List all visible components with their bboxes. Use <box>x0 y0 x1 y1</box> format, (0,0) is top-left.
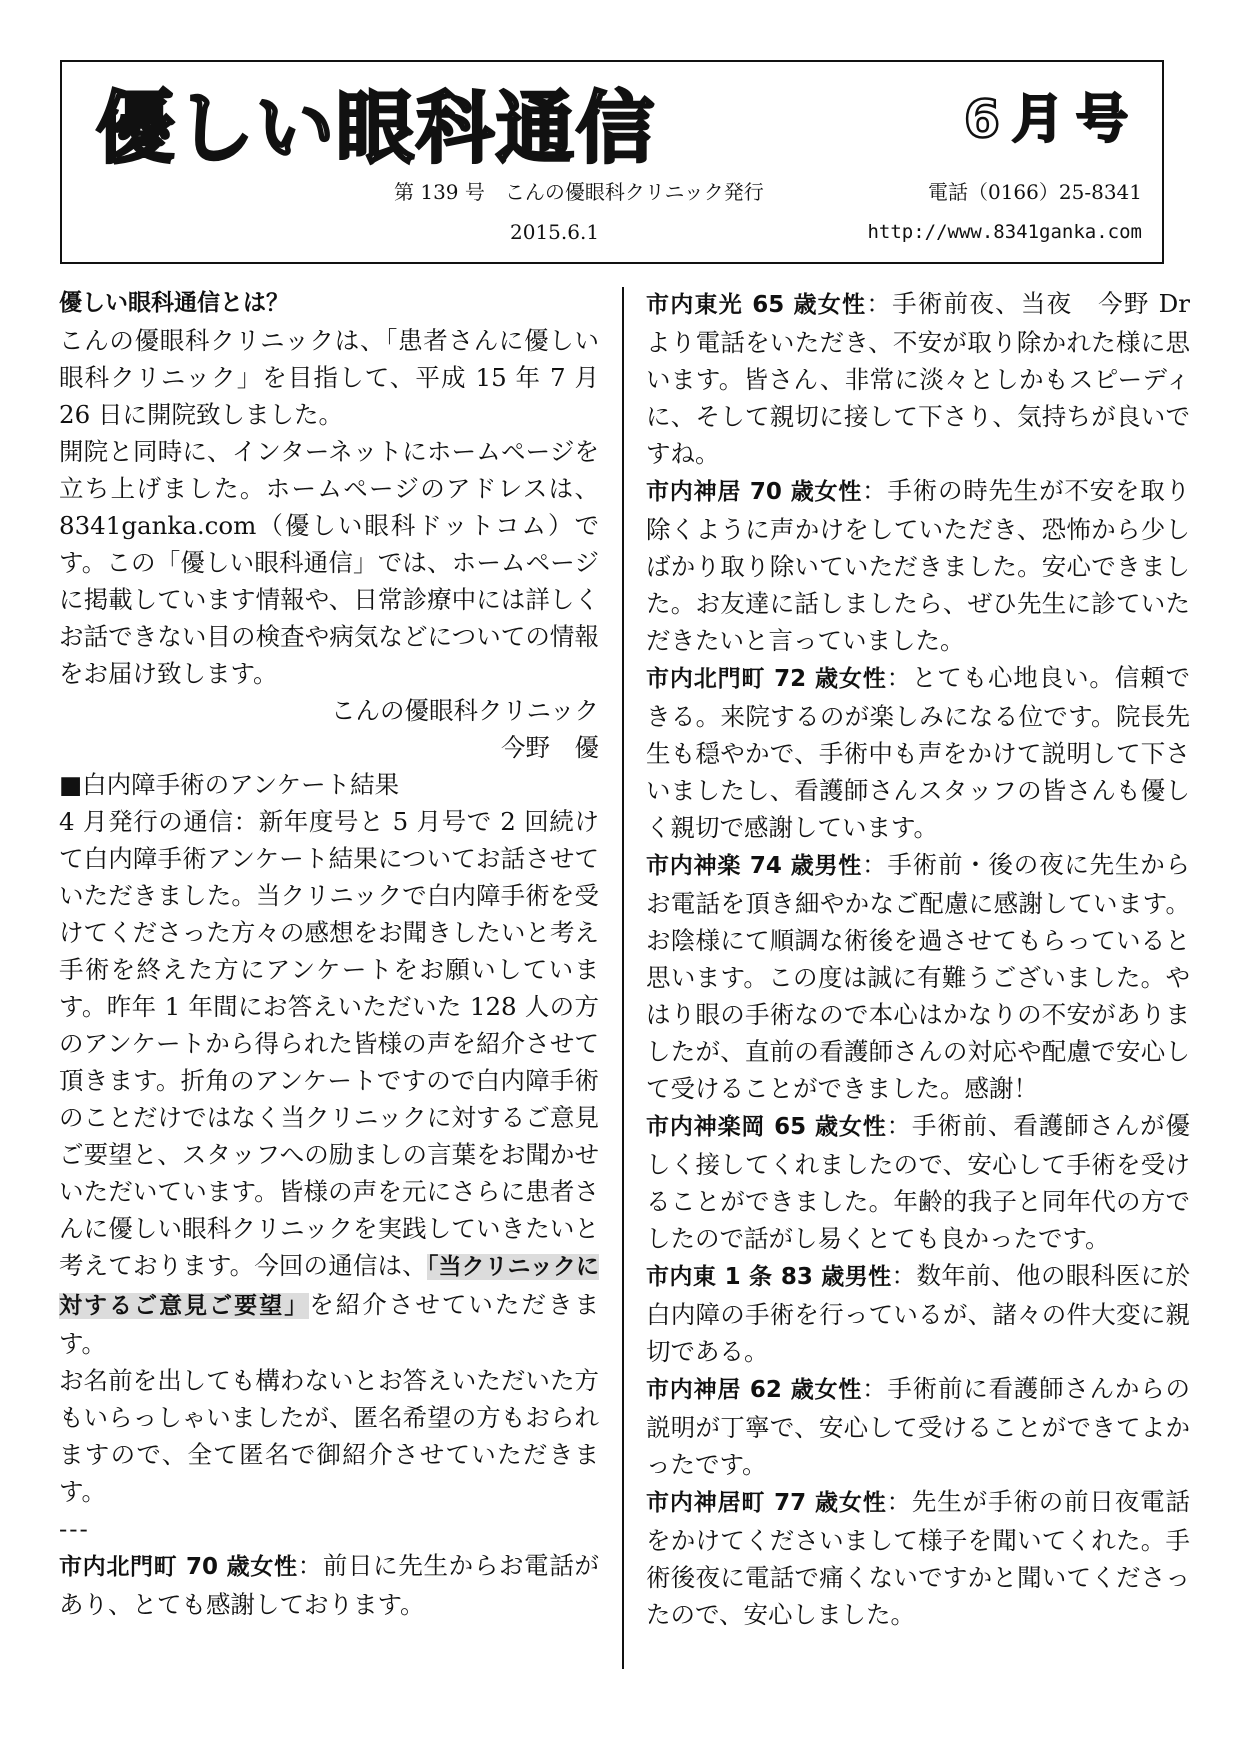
comment-text: ：手術前、看護師さんが優しく接してくれましたので、安心して手術を受けることができました。年齢的我子と同年代の方でしたので話がし易くとても良かったです。 <box>646 1111 1190 1253</box>
commenter: 市内北門町 70 歳女性 <box>59 1554 298 1580</box>
newsletter-title: 優しい眼科通信 <box>96 84 657 174</box>
survey-paragraph-2: お名前を出しても構わないとお答えいただいた方もいらっしゃいましたが、匿名希望の方もおられますので、全て匿名で御紹介させていただきます。 <box>59 1366 599 1506</box>
comment-text: ：数年前、他の眼科医に於白内障の手術を行っているが、諸々の件大変に親切である。 <box>646 1261 1191 1366</box>
commenter: 市内神居町 77 歳女性 <box>646 1490 887 1516</box>
comment-item <box>59 1547 599 1623</box>
separator: --- <box>59 1514 90 1543</box>
comment-text: ：手術前夜、当夜 今野 Dr より電話をいただき、不安が取り除かれた様に思います。皆さん、非常に淡々としかもスピーディに、そして親切に接して下さり、気持ちが良いですね。 <box>646 289 1190 468</box>
issue-info: 第 139 号 こんの優眼科クリニック発行 <box>394 180 764 204</box>
comment-item <box>646 1370 1190 1483</box>
intro-paragraph-2: 開院と同時に、インターネットにホームページを立ち上げました。ホームページのアドレスは、8341ganka.com（優しい眼科ドットコム）です。この「優しい眼科通信」では、ホームページに掲載しています情報や、日常診療中には詳しくお話できない目の検査や病気などについての情報をお届け致します。 <box>59 437 599 688</box>
comment-item <box>646 285 1190 472</box>
survey-highlight: 「当クリニックに対するご意見ご要望」 <box>59 1254 599 1319</box>
comment-item <box>646 659 1190 846</box>
commenter: 市内神居 70 歳女性 <box>646 479 863 505</box>
issue-date: 2015.6.1 <box>510 220 600 244</box>
commenter: 市内東 1 条 83 歳男性 <box>646 1264 892 1290</box>
comment-text: ：手術の時先生が不安を取り除くように声かけをしていただき、恐怖から少しばかり取り除いていただきました。安心できました。お友達に話しましたら、ぜひ先生に診ていただきたいと言っていました。 <box>646 476 1191 655</box>
comment-item <box>646 1107 1190 1257</box>
commenter: 市内東光 65 歳女性 <box>646 292 867 318</box>
commenter: 市内神居 62 歳女性 <box>646 1377 863 1403</box>
intro-paragraph-1: こんの優眼科クリニックは、「患者さんに優しい眼科クリニック」を目指して、平成 15 年 7 月 26 日に開院致しました。 <box>59 326 599 429</box>
comment-text: ：とても心地良い。信頼できる。来院するのが楽しみになる位です。院長先生も穏やかで、手術中も声をかけて説明して下さいましたし、看護師さんスタッフの皆さんも優しく親切で感謝しています。 <box>646 663 1190 842</box>
masthead <box>60 60 1164 264</box>
column-divider <box>622 287 624 1669</box>
phone-number: 電話（0166）25-8341 <box>927 180 1142 204</box>
clinic-name: こんの優眼科クリニック <box>330 696 599 725</box>
comment-item <box>646 846 1190 1107</box>
comment-item <box>646 1483 1190 1633</box>
website-url[interactable]: http://www.8341ganka.com <box>867 221 1142 243</box>
survey-paragraph-1 <box>59 803 599 1362</box>
commenter: 市内北門町 72 歳女性 <box>646 666 887 692</box>
intro-heading: 優しい眼科通信とは？ <box>59 290 289 316</box>
doctor-name: 今野 優 <box>501 733 599 762</box>
survey-text-end: を紹介させていただきます。 <box>59 1290 599 1358</box>
comment-item <box>646 1257 1190 1370</box>
issue-month: 6月号 <box>963 90 1140 150</box>
comment-text: ：手術前に看護師さんからの説明が丁寧で、安心して受けることができてよかったです。 <box>646 1374 1191 1479</box>
left-column <box>59 285 599 1623</box>
survey-heading: ■白内障手術のアンケート結果 <box>59 770 400 799</box>
comment-item <box>646 472 1190 659</box>
right-column <box>646 285 1190 1633</box>
comment-text: ：手術前・後の夜に先生からお電話を頂き細やかなご配慮に感謝しています。お陰様にて順調な術後を過させてもらっていると思います。この度は誠に有難うございました。やはり眼の手術なので本心はかなりの不安がありましたが、直前の看護師さんの対応や配慮で安心して受けることができました。感謝！ <box>646 850 1191 1103</box>
commenter: 市内神楽 74 歳男性 <box>646 853 863 879</box>
survey-text: 4 月発行の通信：新年度号と 5 月号で 2 回続けて白内障手術アンケート結果についてお話させていただきました。当クリニックで白内障手術を受けてくださった方々の感想をお聞きしたいと考え手術を終えた方にアンケートをお願いしています。昨年 1 年間にお答えいただいた 128 人の方のアンケートから得られた皆様の声を紹介させて頂きます。折角のアンケートですので白内障手術のことだけではなく当クリニックに対するご意見ご要望と、スタッフへの励ましの言葉をお聞かせいただいています。皆様の声を元にさらに患者さんに優しい眼科クリニックを実践していきたいと考えております。今回の通信は、 <box>59 807 599 1280</box>
comment-text: ：先生が手術の前日夜電話をかけてくださいまして様子を聞いてくれた。手術後夜に電話で痛くないですかと聞いてくださったので、安心しました。 <box>646 1487 1190 1629</box>
comment-text: ：前日に先生からお電話があり、とても感謝しております。 <box>59 1551 600 1619</box>
commenter: 市内神楽岡 65 歳女性 <box>646 1114 887 1140</box>
